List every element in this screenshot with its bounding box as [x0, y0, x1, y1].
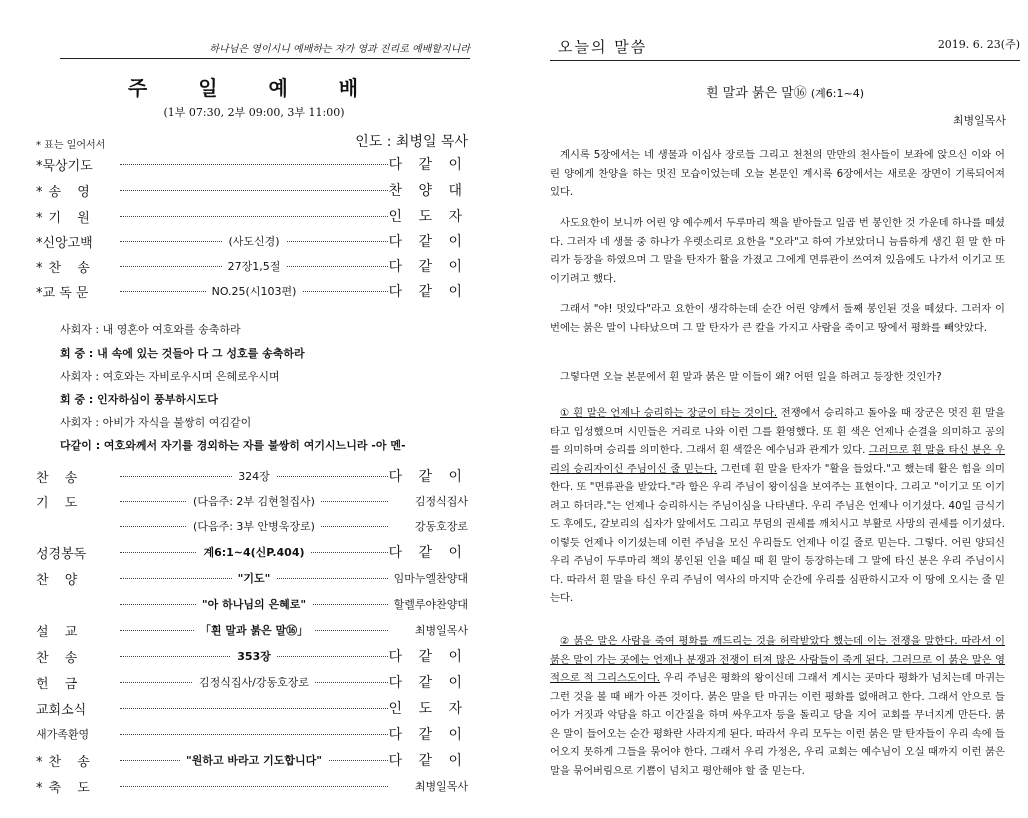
- paragraph: 그래서 "야! 멋있다"라고 요한이 생각하는데 순간 어린 양께서 둘째 봉인된 것을 떼셨다. 그러자 이번에는 붉은 말이 나타났으며 그 말 탄자가 큰 칼을 가지고 사람을 죽이고 땅에서 평화를 빼앗았다.: [550, 303, 1005, 334]
- order-right: 인 도 자: [388, 209, 468, 225]
- order-label: 성경봉독: [36, 546, 87, 562]
- order-row: [36, 229, 468, 253]
- order-right: 다 같 이: [388, 675, 468, 691]
- order-row: [36, 644, 468, 668]
- sermon-header: [550, 34, 1020, 61]
- order-row: [36, 696, 468, 720]
- sermon-title: [550, 82, 1020, 101]
- order-row: [36, 592, 468, 616]
- order-right: 김정식집사: [414, 495, 468, 508]
- order-right: 다 같 이: [388, 649, 468, 665]
- order-label: 헌 금: [36, 676, 84, 692]
- order-row: [36, 670, 468, 694]
- order-middle: "원하고 바라고 기도합니다": [180, 752, 328, 768]
- order-right: 최병일목사: [414, 780, 468, 793]
- order-row: [36, 204, 468, 228]
- header-title: 오늘의 말씀: [558, 38, 648, 56]
- order-label: 새가족환영: [36, 728, 90, 741]
- order-middle: 김정식집사/강동호장로: [193, 674, 315, 690]
- point-one: ① 흰 말은 언제나 승리하는 장군이 타는 것이다.: [560, 407, 778, 419]
- order-middle: 324장: [232, 468, 276, 484]
- worship-order-page: [0, 0, 508, 818]
- service-times: (1부 07:30, 2부 09:00, 3부 11:00): [163, 106, 345, 119]
- order-right: 다 같 이: [388, 157, 468, 173]
- order-label: 기 도: [36, 495, 84, 511]
- author: 최병일목사: [952, 114, 1006, 127]
- order-right: 다 같 이: [388, 753, 468, 769]
- sermon-title-text: 흰 말과 붉은 말⑯: [705, 86, 807, 101]
- responsive-line: 사회자 : 내 영혼아 여호와를 송축하라: [60, 323, 241, 336]
- order-row: [36, 464, 468, 488]
- order-middle: 「흰 말과 붉은 말⑯」: [194, 622, 314, 638]
- order-row: [36, 178, 468, 202]
- order-right: 임마누엘찬양대: [393, 572, 468, 585]
- order-right: 찬 양 대: [388, 183, 468, 199]
- order-row: [36, 254, 468, 278]
- responsive-line: 회 중 : 인자하심이 풍부하시도다: [60, 393, 218, 406]
- paragraph: ① 흰 말은 언제나 승리하는 장군이 타는 것이다. 전쟁에서 승리하고 돌아올 때 장군은 멋진 흰 말을 타고 입성했으며 시민들은 거리로 나와 이런 그를 환영했다. 또 흰 색은 언제나 순결을 의미하고 공의를 의미하며 승리를 의미한다. 그래서 흰 색깔은 예수님과 관계가 있다. 그러므로 흰 말을 타신 분은 우리의 승리자이신 주님이신 줄 믿는다. 그런데 흰 말을 탄자가 "활을 들었다."고 했는데 활은 힘을 의미한다. 또 "면류관을 받았다."라 함은 우리 주님이 왕이심을 보여주는 표현이다. 그리고 "이기고 또 이기려고 하더라."는 언제나 승리하시는 주님이심을 나타낸다. 우리 주님은 언제나 이기셨다. 40일 금식기도 후에도, 갈보리의 십자가 앞에서도 그리고 무덤의 권세를 깨치시고 부활로 사망의 권세를 이기셨다. 이렇듯 언제나 이기셨는데 이런 주님을 모신 우리들도 언제나 이길 줄로 믿는다. 그렇다. 어린 양되신 우리 주님이 두루마리 책의 봉인된 인을 떼실 때 흰 말이 등장하는데 그 말에 타신 분은 우리 주님이시다. 따라서 흰 말을 타신 우리 주님이 역사의 마지막 순간에 우리를 심판하시고자 이 땅에 오시는 줄 믿는다.: [550, 407, 1005, 604]
- order-middle: 27장1,5절: [222, 258, 287, 274]
- order-right: 인 도 자: [388, 701, 468, 717]
- responsive-line: 사회자 : 여호와는 자비로우시며 은혜로우시며: [60, 370, 280, 383]
- order-middle: 353장: [231, 648, 277, 664]
- order-row: [36, 722, 468, 746]
- order-right: 다 같 이: [388, 727, 468, 743]
- order-middle: 계6:1~4(신P.404): [197, 544, 310, 560]
- order-middle: "아 하나님의 은혜로": [196, 596, 312, 612]
- page-title: 주 일 예 배: [127, 76, 381, 100]
- order-right: 할렐루야찬양대: [393, 598, 468, 611]
- order-label: *찬 송: [36, 754, 96, 770]
- order-label: 찬 양: [36, 572, 84, 588]
- order-row: [36, 489, 468, 513]
- scripture-ref: (계6:1~4): [810, 87, 865, 100]
- order-row: [36, 774, 468, 798]
- order-row: [36, 152, 468, 176]
- order-label: *찬 송: [36, 260, 96, 276]
- order-label: *기 원: [36, 210, 96, 226]
- paragraph: 사도요한이 보니까 어린 양 예수께서 두루마리 책을 받아들고 일곱 번 봉인한 것 가운데 하나를 떼셨다. 그러자 네 생물 중 하나가 우렛소리로 요한을 "오라"고 하여 가보았더니 늠름하게 생긴 흰 말 한 마리가 등장을 하였으며 그 말을 탄자가 활을 가졌고 그에게 면류관이 쓰여져 있음에도 나가서 이기고 또 이기려고 했다.: [550, 217, 1005, 285]
- order-right: 다 같 이: [388, 469, 468, 485]
- standing-note: * 표는 일어서서: [36, 140, 106, 151]
- responsive-line: 회 중 : 내 속에 있는 것들아 다 그 성호를 송축하라: [60, 347, 305, 360]
- motto: 하나님은 영이시니 예배하는 자가 영과 진리로 예배할지니라: [60, 40, 470, 59]
- order-label: *교 독 문: [36, 285, 89, 301]
- order-right: 다 같 이: [388, 545, 468, 561]
- order-label: *신앙고백: [36, 235, 93, 251]
- order-label: 찬 송: [36, 650, 84, 666]
- order-middle: NO.25(시103편): [206, 283, 303, 299]
- order-right: 다 같 이: [388, 234, 468, 250]
- order-row: [36, 566, 468, 590]
- paragraph: 그렇다면 오늘 본문에서 흰 말과 붉은 말 이들이 왜? 어떤 일을 하려고 등장한 것인가?: [560, 371, 942, 383]
- order-row: [36, 748, 468, 772]
- order-label: *송 영: [36, 184, 96, 200]
- order-label: *묵상기도: [36, 158, 93, 174]
- date: 2019. 6. 23(주): [937, 38, 1020, 51]
- point-two: ② 붉은 말은 사람을 죽여 평화를 깨드리는 것을 허락받았다 했는데 이는 전쟁을 말한다. 따라서 이 붉은 말이 가는 곳에는 언제나 분쟁과 전쟁이 터져 많은 사람들이 죽게 된다. 그러므로 이 붉은 말은 영적으로 적 그리스도이다.: [550, 635, 1005, 684]
- order-middle: "기도": [232, 570, 277, 586]
- leader: 인도 : 최병일 목사: [355, 134, 468, 150]
- order-label: 설 교: [36, 624, 84, 640]
- order-row: [36, 618, 468, 642]
- paragraph: 계시록 5장에서는 네 생물과 이십사 장로들 그리고 천천의 만만의 천사들이 보좌에 앉으신 이와 어린 양에게 찬양을 하는 멋진 모습이었는데 오늘 본문인 계시록 6장에서는 새로운 장면이 기록되어져 있다.: [550, 149, 1005, 198]
- order-row: [36, 514, 468, 538]
- order-middle: (다음주: 3부 안병욱장로): [187, 518, 321, 534]
- order-middle: (사도신경): [222, 233, 285, 249]
- order-label: 찬 송: [36, 470, 84, 486]
- order-right: 다 같 이: [388, 284, 468, 300]
- responsive-line: 다같이 : 여호와께서 자기를 경외하는 자를 불쌍히 여기시느니라 -아 멘-: [60, 439, 406, 452]
- order-label: 교회소식: [36, 702, 87, 718]
- sermon-page: [520, 0, 1020, 818]
- order-right: 다 같 이: [388, 259, 468, 275]
- responsive-line: 사회자 : 아비가 자식을 불쌍히 여김같이: [60, 416, 252, 429]
- paragraph: ② 붉은 말은 사람을 죽여 평화를 깨드리는 것을 허락받았다 했는데 이는 전쟁을 말한다. 따라서 이 붉은 말이 가는 곳에는 언제나 분쟁과 전쟁이 터져 많은 사람들이 죽게 된다. 그러므로 이 붉은 말은 영적으로 적 그리스도이다. 우리 주님은 평화의 왕이신데 그래서 계시는 곳마다 평화가 넘치는데 마귀는 그런 것을 볼 때 배가 아픈 것이다. 붉은 말을 탄 마귀는 이런 평화를 없애려고 한다. 그래서 안으로 들어가 거짓과 악담을 하고 이간질을 하며 싸우고자 등을 돌리고 당을 지어 교회를 무너지게 만든다. 붉은 말이 들어오는 순간 평화란 사라지게 된다. 따라서 우리 모두는 이런 붉은 말 탄자들이 우리 속에 들어오지 못하게 그들을 묶어야 한다. 그래서 우리 가정은, 우리 교회는 예수님이 오실 때까지 이런 붉은 말을 묶어버림으로 기쁨이 넘치고 평안해야 할 줄 믿는다.: [550, 635, 1005, 777]
- order-row: [36, 540, 468, 564]
- order-label: *축 도: [36, 780, 96, 796]
- order-middle: (다음주: 2부 김현철집사): [187, 493, 321, 509]
- order-right: 최병일목사: [414, 624, 468, 637]
- order-right: 강동호장로: [414, 520, 468, 533]
- order-row: [36, 279, 468, 303]
